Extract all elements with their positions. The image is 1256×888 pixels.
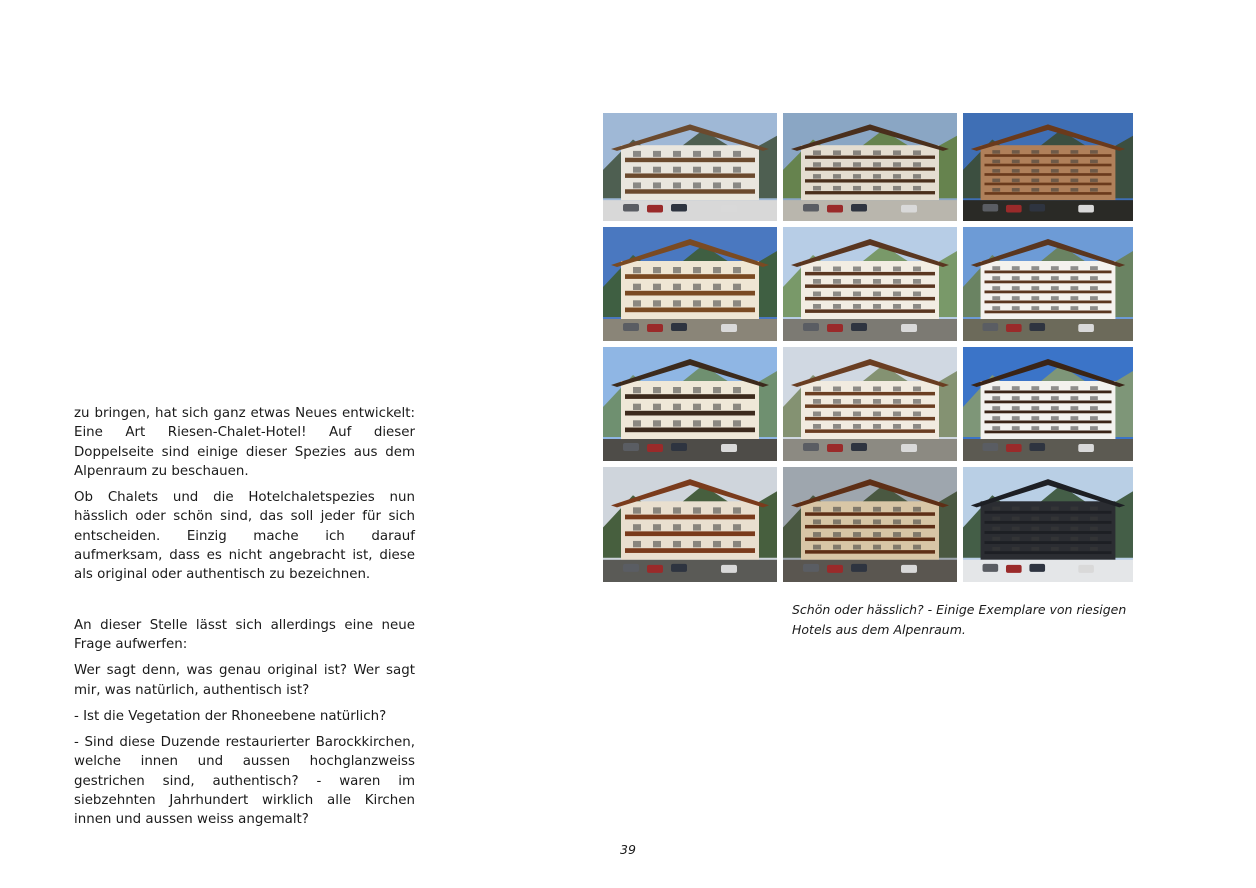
paragraph-4: Wer sagt denn, was genau original ist? Wer sagt mir, was natürlich, authentisch ist? — [74, 663, 415, 698]
paragraph-2: Ob Chalets und die Hotelchaletspezies nun hässlich oder schön sind, das soll jeder für sich entscheiden. Einzig mache ich darauf aufmerksam, dass es nicht angebracht ist, diese als original oder authentisch zu bezeichnen. — [74, 490, 415, 583]
paragraph-1: zu bringen, hat sich ganz etwas Neues entwickelt: Eine Art Riesen-Chalet-Hotel! Auf dieser Doppelseite sind einige dieser Spezies aus dem Alpenraum zu beschauen. — [74, 406, 415, 479]
paragraph-3: An dieser Stelle lässt sich allerdings eine neue Frage aufwerfen: — [74, 617, 415, 652]
hotel-photo — [963, 467, 1133, 582]
hotel-photo — [603, 227, 777, 341]
hotel-photo — [783, 347, 957, 461]
hotel-photo — [603, 467, 777, 582]
hotel-photo — [963, 113, 1133, 221]
hotel-photo — [783, 227, 957, 341]
hotel-photo — [603, 113, 777, 221]
hotel-photo — [783, 467, 957, 582]
photo-caption: Schön oder hässlich? - Einige Exemplare von riesigen Hotels aus dem Alpenraum. — [792, 602, 1127, 637]
body-text-column — [74, 404, 415, 837]
page-number: 39 — [620, 842, 636, 857]
paragraph-6: - Sind diese Duzende restaurierter Barockkirchen, welche innen und aussen hochglanzweiss gestrichen sind, authentisch? - waren im siebzehnten Jahrhundert wirklich alle Kirchen innen und aussen weiss angemalt? — [74, 735, 415, 828]
hotel-photo — [963, 227, 1133, 341]
hotel-photo — [963, 347, 1133, 461]
paragraph-5: - Ist die Vegetation der Rhoneebene natürlich? — [74, 708, 387, 724]
hotel-photo — [783, 113, 957, 221]
hotel-photo-grid — [603, 113, 1133, 582]
hotel-photo — [603, 347, 777, 461]
